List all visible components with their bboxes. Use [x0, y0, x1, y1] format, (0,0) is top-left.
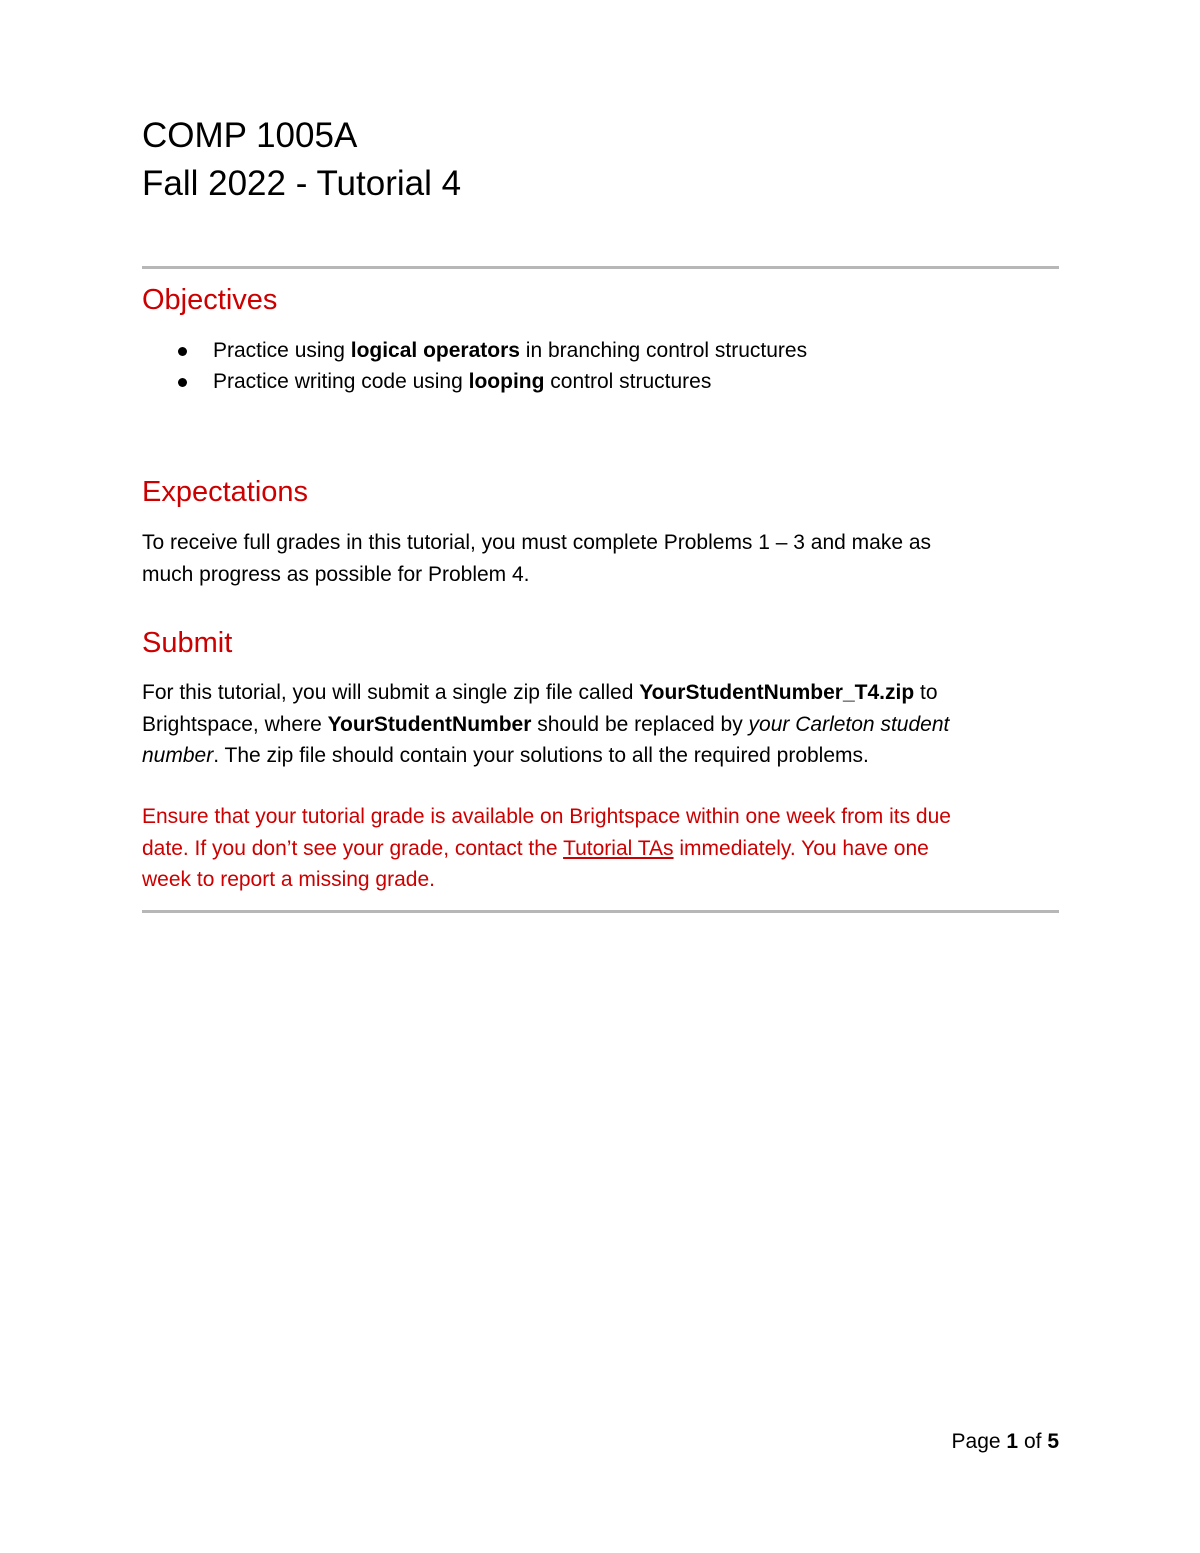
keyword-logical-operators: logical operators	[350, 339, 520, 362]
course-code: COMP 1005A	[142, 116, 358, 155]
bullet-icon	[178, 347, 187, 356]
expectations-heading: Expectations	[142, 476, 309, 508]
bottom-divider	[142, 910, 1059, 913]
tutorial-tas-link[interactable]: Tutorial TAs	[563, 836, 674, 860]
objectives-heading: Objectives	[142, 284, 278, 316]
bullet-icon	[178, 378, 187, 387]
expectations-paragraph: To receive full grades in this tutorial, you must complete Problems 1 – 3 and make as much progress as possible for Problem 4.	[142, 531, 932, 586]
submit-heading: Submit	[142, 627, 233, 659]
student-number-placeholder: YourStudentNumber	[327, 712, 532, 736]
submit-paragraph: For this tutorial, you will submit a single zip file called YourStudentNumber_T4.zip to Brightspace, where YourStudentNumber should be replaced by your Carleton student number. The zip file should contain your solutions to all the required problems.	[142, 681, 950, 767]
grade-notice: Ensure that your tutorial grade is available on Brightspace within one week from its due date. If you don’t see your grade, contact the Tutorial TAs immediately. You have one week to report a missing grade.	[142, 805, 951, 891]
page-number: Page 1 of 5	[951, 1430, 1059, 1453]
top-divider	[142, 266, 1059, 269]
list-item: Practice writing code using looping control structures	[142, 366, 807, 397]
list-item: Practice using logical operators in branching control structures	[142, 335, 807, 366]
zip-filename: YourStudentNumber_T4.zip	[639, 681, 915, 704]
objectives-list	[142, 335, 807, 397]
term-title: Fall 2022 - Tutorial 4	[142, 164, 462, 203]
keyword-looping: looping	[468, 370, 545, 393]
document-title	[142, 112, 461, 208]
